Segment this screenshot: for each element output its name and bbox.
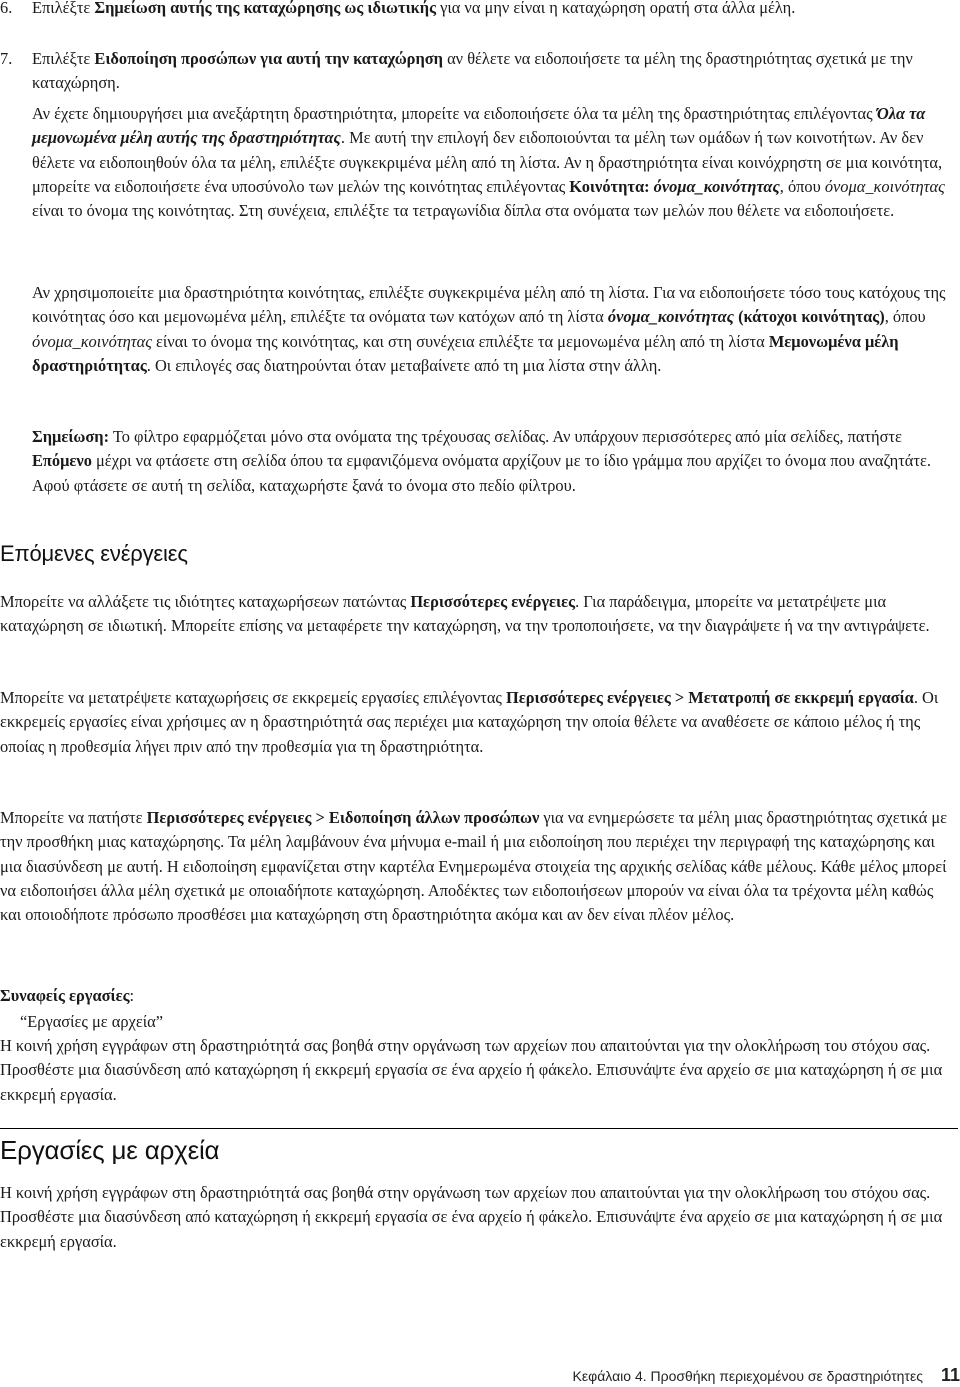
list-number: 7. — [0, 49, 13, 68]
page-number: 11 — [940, 1365, 960, 1385]
section-heading-working-with-files: Εργασίες με αρχεία — [0, 1135, 220, 1165]
note-paragraph: Σημείωση: Το φίλτρο εφαρμόζεται μόνο στα ονόματα της τρέχουσας σελίδας. Αν υπάρχουν περισσότερες από μία σελίδες, πατήστε Επόμενο μέχρι να φτάσετε στη σελίδα όπου τα εμφανιζόμενα ονόματα αρχίζουν με το ίδιο γράμμα που αρχίζει το όνομα που αναζητάτε. Αφού φτάσετε σε αυτή τη σελίδα, καταχωρήστε ξανά το όνομα στο πεδίο φίλτρου. — [32, 427, 931, 495]
list-number: 6. — [0, 0, 13, 17]
list-item-7: 7. Επιλέξτε Ειδοποίηση προσώπων για αυτή την καταχώρηση αν θέλετε να ειδοποιήσετε τα μέλη της δραστηριότητας σχετικά με την καταχώρηση. — [0, 49, 913, 93]
paragraph-notify-others: Μπορείτε να πατήστε Περισσότερες ενέργειες > Ειδοποίηση άλλων προσώπων για να ενημερώσετε τα μέλη μιας δραστηριότητας σχετικά με την προσθήκη μιας καταχώρησης. Τα μέλη λαμβάνουν ένα μήνυμα e-mail ή μια ειδοποίηση που περιέχει την περιγραφή της καταχώρησης και μια διασύνδεση με αυτή. Η ειδοποίηση εμφανίζεται στην καρτέλα Ενημερωμένα στοιχεία της αρχικής σελίδας κάθε μέλους. Κάθε μέλος μπορεί να ειδοποιήσει άλλα μέλη σχετικά με οποιαδήποτε καταχώρηση. Αποδέκτες των ειδοποιήσεων μπορούν να είναι όλα τα τρέχοντα μέλη καθώς και οποιοδήποτε πρόσωπο προσθέσει μια καταχώρηση στη δραστηριότητα ακόμα και αν δεν είναι πλέον μέλος. — [0, 808, 948, 925]
related-task-link[interactable]: “Εργασίες με αρχεία” — [20, 1012, 163, 1031]
paragraph-more-actions: Μπορείτε να αλλάξετε τις ιδιότητες καταχωρήσεων πατώντας Περισσότερες ενέργειες. Για παράδειγμα, μπορείτε να μετατρέψετε μια καταχώρηση σε ιδιωτική. Μπορείτε επίσης να μεταφέρετε την καταχώρηση, να την τροποποιήσετε, να την διαγράψετε ή να την αντιγράψετε. — [0, 592, 930, 636]
related-tasks-label: Συναφείς εργασίες: — [0, 986, 135, 1005]
section-heading-next-actions: Επόμενες ενέργειες — [0, 541, 188, 566]
paragraph-community-activity: Αν χρησιμοποιείτε μια δραστηριότητα κοινότητας, επιλέξτε συγκεκριμένα μέλη από τη λίστα. Για να ειδοποιήσετε τόσο τους κατόχους της κοινότητας όσο και μεμονωμένα μέλη, επιλέξτε τα ονόματα των κατόχων από τη λίστα όνομα_κοινότητας (κάτοχοι κοινότητας), όπου όνομα_κοινότητας είναι το όνομα της κοινότητας, και στη συνέχεια επιλέξτε τα μεμονωμένα μέλη από τη λίστα Μεμονωμένα μέλη δραστηριότητας. Οι επιλογές σας διατηρούνται όταν μεταβαίνετε από τη μια λίστα στην άλλη. — [32, 283, 946, 375]
paragraph-convert-to-todo: Μπορείτε να μετατρέψετε καταχωρήσεις σε εκκρεμείς εργασίες επιλέγοντας Περισσότερες ενέργειες > Μετατροπή σε εκκρεμή εργασία. Οι εκκρεμείς εργασίες είναι χρήσιμες αν η δραστηριότητά σας περιέχει μια καταχώρηση την οποία θέλετε να αναθέσετε σε κάποιο μέλος ή της οποίας η προθεσμία λήγει πριν από την προθεσμία για τη δραστηριότητα. — [0, 688, 939, 756]
paragraph-independent-activity: Αν έχετε δημιουργήσει μια ανεξάρτητη δραστηριότητα, μπορείτε να ειδοποιήσετε όλα τα μέλη της δραστηριότητας επιλέγοντας Όλα τα μεμονωμένα μέλη αυτής της δραστηριότητας. Με αυτή την επιλογή δεν ειδοποιούνται τα μέλη των ομάδων ή των κοινοτήτων. Αν δεν θέλετε να ειδοποιηθούν όλα τα μέλη, επιλέξτε συγκεκριμένα μέλη από τη λίστα. Αν η δραστηριότητα είναι κοινόχρηστη σε μια κοινότητα, μπορείτε να ειδοποιήσετε ένα υποσύνολο των μελών της κοινότητας επιλέγοντας Κοινότητα: όνομα_κοινότητας, όπου όνομα_κοινότητας είναι το όνομα της κοινότητας. Στη συνέχεια, επιλέξτε τα τετραγωνίδια δίπλα στα ονόματα των μελών που θέλετε να ειδοποιήσετε. — [32, 104, 945, 221]
list-item-6: 6. Επιλέξτε Σημείωση αυτής της καταχώρησης ως ιδιωτικής για να μην είναι η καταχώρηση ορατή στα άλλα μέλη. — [0, 0, 960, 20]
page-footer — [0, 1365, 960, 1386]
note-label: Σημείωση: — [32, 427, 110, 446]
section-divider — [0, 1128, 958, 1129]
related-task-description: Η κοινή χρήση εγγράφων στη δραστηριότητά σας βοηθά στην οργάνωση των αρχείων που απαιτούνται για την ολοκλήρωση του στόχου σας. Προσθέστε μια διασύνδεση από καταχώρηση ή εκκρεμή εργασία σε ένα αρχείο ή φάκελο. Επισυνάψτε ένα αρχείο σε μια καταχώρηση ή σε μια εκκρεμή εργασία. — [0, 1036, 943, 1104]
chapter-title: Κεφάλαιο 4. Προσθήκη περιεχομένου σε δραστηριότητες — [572, 1368, 923, 1384]
paragraph-working-with-files: Η κοινή χρήση εγγράφων στη δραστηριότητά σας βοηθά στην οργάνωση των αρχείων που απαιτούνται για την ολοκλήρωση του στόχου σας. Προσθέστε μια διασύνδεση από καταχώρηση ή εκκρεμή εργασία σε ένα αρχείο ή φάκελο. Επισυνάψτε ένα αρχείο σε μια καταχώρηση ή σε μια εκκρεμή εργασία. — [0, 1183, 943, 1251]
